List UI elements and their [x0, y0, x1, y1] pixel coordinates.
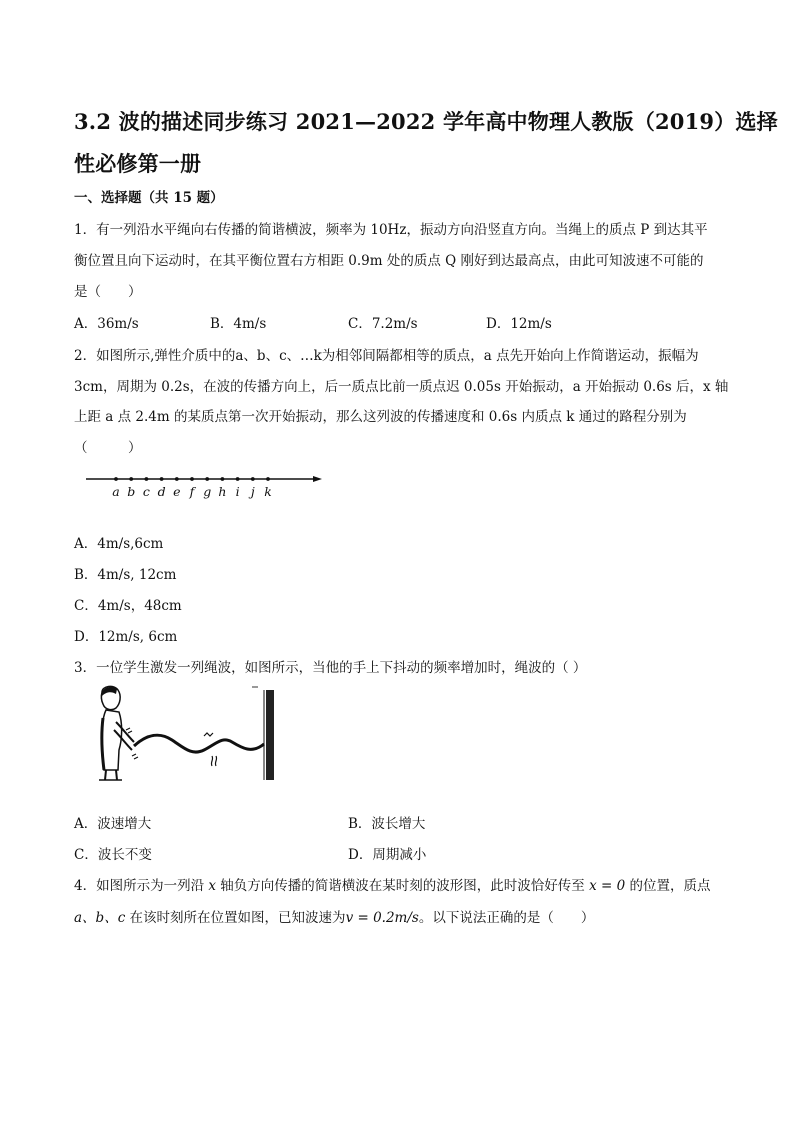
- document-title-line-1: 3.2 波的描述同步练习 2021—2022 学年高中物理人教版（2019）选择: [74, 109, 778, 134]
- q4-var-x: x: [208, 878, 217, 894]
- wall: [266, 690, 274, 780]
- q4-line2-part-a: 在该时刻所在位置如图，已知波速为: [125, 910, 346, 926]
- student-body: [102, 710, 122, 770]
- particle-dot-f: [190, 477, 194, 481]
- q3-rope-wave-figure: [92, 684, 288, 784]
- q3-option-a: A．波速增大: [74, 816, 152, 832]
- q2-option-c: C．4m/s，48cm: [74, 598, 182, 614]
- document-title-line-2: 性必修第一册: [74, 151, 202, 176]
- particle-label-d: d: [157, 484, 166, 499]
- q1-text-line-2: 衡位置且向下运动时，在其平衡位置右方相距 0.9m 处的质点 Q 刚好到达最高点，由此可知波速不可能的: [74, 253, 704, 269]
- q1-option-d: D．12m/s: [486, 316, 552, 332]
- particle-label-a: a: [112, 484, 120, 499]
- q4-vars-abc: a、b、c: [74, 910, 126, 926]
- particle-dot-d: [160, 477, 164, 481]
- q2-option-a: A．4m/s,6cm: [74, 536, 164, 552]
- particle-dot-i: [236, 477, 240, 481]
- particle-label-g: g: [203, 484, 212, 499]
- particle-label-h: h: [218, 484, 227, 499]
- q4-eq-x0: x = 0: [589, 878, 626, 894]
- q2-text-line-4: （ ）: [74, 440, 142, 456]
- q2-option-b: B．4m/s, 12cm: [74, 567, 177, 583]
- q1-text-line-3: 是（ ）: [74, 284, 142, 300]
- q1-option-a: A．36m/s: [74, 316, 139, 332]
- particle-dot-h: [221, 477, 225, 481]
- q2-text-line-3: 上距 a 点 2.4m 的某质点第一次开始振动，那么这列波的传播速度和 0.6s 内质点 k 通过的路程分别为: [74, 409, 687, 425]
- q1-option-b: B．4m/s: [210, 316, 267, 332]
- particle-dot-b: [129, 477, 133, 481]
- particle-dot-g: [205, 477, 209, 481]
- particle-dot-c: [145, 477, 149, 481]
- particle-label-i: i: [235, 484, 240, 499]
- q4-line1-part-c: 的位置，质点: [625, 878, 711, 894]
- particle-label-k: k: [264, 484, 272, 499]
- particle-dot-k: [266, 477, 270, 481]
- axis-arrow: [313, 476, 322, 482]
- particle-dot-e: [175, 477, 179, 481]
- rope-wave: [134, 735, 264, 752]
- q1-option-c: C．7.2m/s: [348, 316, 418, 332]
- section-heading: 一、选择题（共 15 题）: [74, 190, 224, 206]
- particle-label-e: e: [173, 484, 181, 499]
- q4-text-line-2: [74, 906, 594, 926]
- q3-option-d: D．周期减小: [348, 847, 427, 863]
- q4-line1-part-a: 4．如图所示为一列沿: [74, 878, 209, 894]
- q2-text-line-1: 2．如图所示,弹性介质中的a、b、c、…k为相邻间隔都相等的质点，a 点先开始向上作简谐运动，振幅为: [74, 348, 699, 364]
- q1-text-line-1: 1．有一列沿水平绳向右传播的简谐横波，频率为 10Hz，振动方向沿竖直方向。当绳上的质点 P 到达其平: [74, 222, 708, 238]
- particle-label-b: b: [127, 484, 136, 499]
- q3-option-c: C．波长不变: [74, 847, 152, 863]
- q4-line1-part-b: 轴负方向传播的简谐横波在某时刻的波形图，此时波恰好传至: [216, 878, 590, 894]
- q2-text-line-2: 3cm，周期为 0.2s，在波的传播方向上，后一质点比前一质点迟 0.05s 开始振动，a 开始振动 0.6s 后，x 轴: [74, 379, 729, 395]
- particle-dot-a: [114, 477, 118, 481]
- particle-label-j: j: [250, 484, 255, 499]
- q2-particle-line-figure: [84, 468, 330, 502]
- particle-label-f: f: [189, 484, 195, 499]
- q3-option-b: B．波长增大: [348, 816, 426, 832]
- q3-text-line-1: 3．一位学生激发一列绳波，如图所示，当他的手上下抖动的频率增加时，绳波的（ ）: [74, 660, 587, 676]
- particle-label-c: c: [142, 484, 150, 499]
- q4-text-line-1: [74, 874, 711, 894]
- particle-dot-j: [251, 477, 255, 481]
- q2-option-d: D．12m/s, 6cm: [74, 629, 178, 645]
- q4-line2-part-b: 。以下说法正确的是（ ）: [418, 910, 595, 926]
- q4-eq-velocity: v = 0.2m/s: [345, 910, 419, 926]
